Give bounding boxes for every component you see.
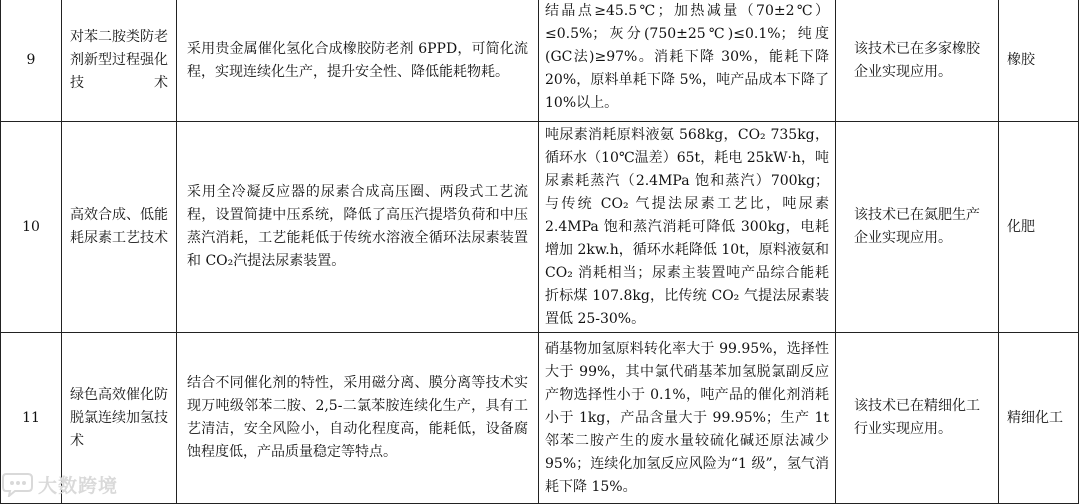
watermark-text: 大数跨境 — [38, 474, 119, 497]
application-status: 该技术已在多家橡胶企业实现应用。 — [836, 0, 999, 122]
technology-description: 采用全冷凝反应器的尿素合成高压圈、两段式工艺流程，设置简捷中压系统，降低了高压汽提塔负荷和中压蒸汽消耗，工艺能耗低于传统水溶液全循环法尿素装置和 CO₂汽提法尿素装置。 — [177, 122, 539, 333]
row-number: 11 — [1, 333, 62, 504]
technology-description: 采用贵金属催化氢化合成橡胶防老剂 6PPD，可简化流程，实现连续化生产，提升安全性、降低能耗物耗。 — [177, 0, 539, 122]
chat-bubble-logo-icon — [2, 471, 36, 497]
watermark — [2, 470, 118, 498]
technology-name: 对苯二胺类防老剂新型过程强化技术 — [62, 0, 177, 122]
technical-indicators: 吨尿素消耗原料液氨 568kg，CO₂ 735kg，循环水（10℃温差）65t，耗电 25kW·h，吨尿素耗蒸汽（2.4MPa 饱和蒸汽）700kg；与传统 CO₂ 气提法尿素工艺比，吨尿素 2.4MPa 饱和蒸汽消耗可降低 300kg，电耗增加 2kw.h，循环水耗降低 10t，原料液氨和 CO₂ 消耗相当；尿素主装置吨产品综合能耗折标煤 107.8kg，比传统 CO₂ 气提法尿素装置低 25-30%。 — [539, 122, 836, 333]
table-row — [1, 333, 1079, 504]
application-status: 该技术已在氮肥生产企业实现应用。 — [836, 122, 999, 333]
row-number: 10 — [1, 122, 62, 333]
table-row — [1, 0, 1079, 122]
application-status: 该技术已在精细化工行业实现应用。 — [836, 333, 999, 504]
technology-name: 高效合成、低能耗尿素工艺技术 — [62, 122, 177, 333]
technology-description: 结合不同催化剂的特性，采用磁分离、膜分离等技术实现万吨级邻苯二胺、2,5-二氯苯胺连续化生产，具有工艺清洁，安全风险小，自动化程度高，能耗低，设备腐蚀程度低，产品质量稳定等特点。 — [177, 333, 539, 504]
row-number: 9 — [1, 0, 62, 122]
industry: 橡胶 — [999, 0, 1079, 122]
technical-indicators: 硝基物加氢原料转化率大于 99.95%，选择性大于 99%，其中氯代硝基苯加氢脱氯副反应产物选择性小于 0.1%，吨产品的催化剂消耗小于 1kg，产品含量大于 99.95%；生产 1t 邻苯二胺产生的废水量较硫化碱还原法减少 95%；连续化加氢反应风险为“1 级”，氢气消耗下降 15%。 — [539, 333, 836, 504]
industry: 精细化工 — [999, 333, 1079, 504]
technology-name: 绿色高效催化防脱氯连续加氢技术 — [62, 333, 177, 504]
table-row — [1, 122, 1079, 333]
technical-indicators: 结晶点≥45.5℃；加热减量（70±2℃）≤0.5%；灰分(750±25℃)≤0.1%；纯度(GC法)≥97%。消耗下降 30%，能耗下降 20%，原料单耗下降 5%，吨产品成本下降了 10%以上。 — [539, 0, 836, 122]
industry: 化肥 — [999, 122, 1079, 333]
